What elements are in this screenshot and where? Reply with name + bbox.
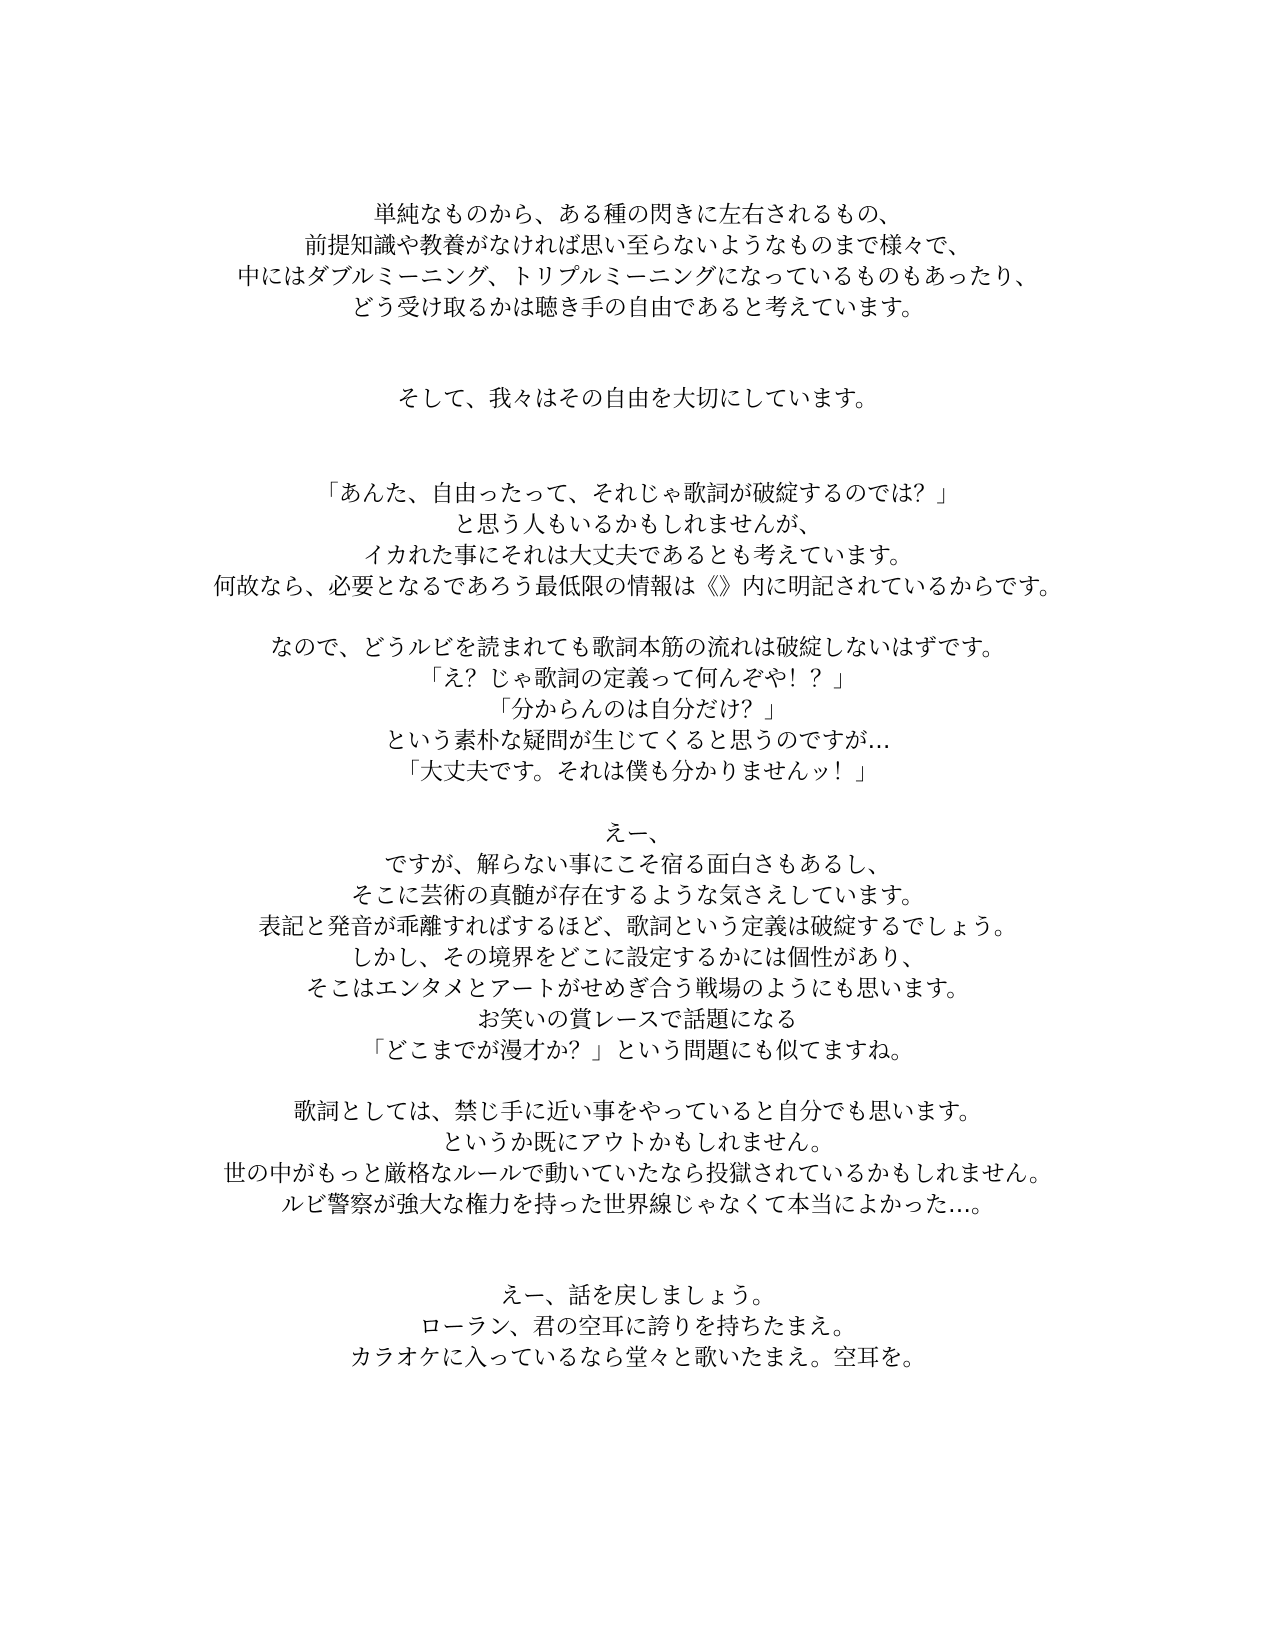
text-line: 何故なら、必要となるであろう最低限の情報は《》内に明記されているからです。 bbox=[213, 574, 1062, 600]
text-line: 「大丈夫です。それは僕も分かりませんッ！」 bbox=[396, 759, 879, 785]
text-line: そこに芸術の真髄が存在するような気さえしています。 bbox=[350, 883, 925, 909]
text-line: という素朴な疑問が生じてくると思うのですが… bbox=[384, 728, 891, 754]
text-line: ですが、解らない事にこそ宿る面白さもあるし、 bbox=[384, 852, 891, 878]
text-line: というか既にアウトかもしれません。 bbox=[441, 1130, 834, 1156]
text-line: 「分からんのは自分だけ？」 bbox=[488, 697, 787, 723]
text-line: と思う人もいるかもしれませんが、 bbox=[453, 512, 822, 538]
text-line: えー、話を戻しましょう。 bbox=[499, 1283, 776, 1309]
text-line: 中にはダブルミーニング、トリプルミーニングになっているものもあったり、 bbox=[236, 264, 1039, 290]
text-line: 「え？じゃ歌詞の定義って何んぞや！？」 bbox=[419, 666, 856, 692]
text-line: そして、我々はその自由を大切にしています。 bbox=[397, 386, 878, 412]
text-line: しかし、その境界をどこに設定するかには個性があり、 bbox=[350, 945, 925, 971]
text-line: えー、 bbox=[603, 821, 672, 847]
text-line: 前提知識や教養がなければ思い至らないようなものまで様々で、 bbox=[304, 233, 971, 259]
text-line: イカれた事にそれは大丈夫であるとも考えています。 bbox=[362, 543, 913, 569]
text-line: 表記と発音が乖離すればするほど、歌詞という定義は破綻するでしょう。 bbox=[258, 914, 1017, 940]
text-line: そこはエンタメとアートがせめぎ合う戦場のようにも思います。 bbox=[305, 976, 970, 1002]
text-line: 単純なものから、ある種の閃きに左右されるもの、 bbox=[373, 202, 902, 228]
text-line: 世の中がもっと厳格なルールで動いていたなら投獄されているかもしれません。 bbox=[223, 1161, 1052, 1187]
text-line: お笑いの賞レースで話題になる bbox=[477, 1007, 798, 1033]
text-line: ルビ警察が強大な権力を持った世界線じゃなくて本当によかった…。 bbox=[281, 1192, 994, 1218]
text-line: 「どこまでが漫才か？」という問題にも似てますね。 bbox=[361, 1038, 914, 1064]
text-line: ローラン、君の空耳に誇りを持ちたまえ。 bbox=[419, 1314, 856, 1340]
text-line: どう受け取るかは聴き手の自由であると考えています。 bbox=[350, 295, 925, 321]
text-line: 歌詞としては、禁じ手に近い事をやっていると自分でも思います。 bbox=[293, 1099, 982, 1125]
text-line: なので、どうルビを読まれても歌詞本筋の流れは破綻しないはずです。 bbox=[270, 635, 1005, 661]
text-line: カラオケに入っているなら堂々と歌いたまえ。空耳を。 bbox=[349, 1345, 926, 1371]
text-line: 「あんた、自由ったって、それじゃ歌詞が破綻するのでは？」 bbox=[315, 481, 960, 507]
